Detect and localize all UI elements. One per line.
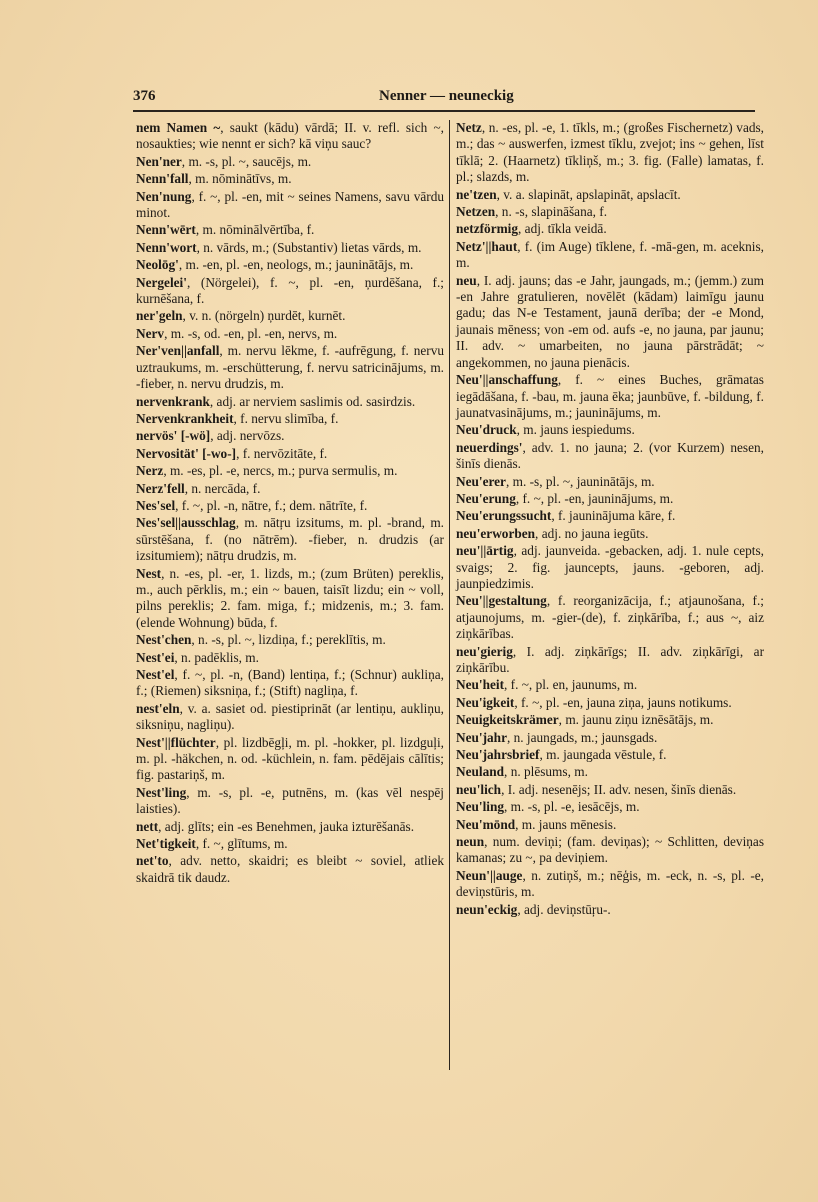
dictionary-entry: Neu'druck, m. jauns iespiedums. [456, 422, 635, 438]
dictionary-entry: Netz, n. -es, pl. -e, 1. tīkls, m.; (großes Fischernetz) vads, m.; das ~ auswerfen, izmest tīklu, zvejot; ins ~ gehen, līst tīklā; 2. (Haarnetz) tīkliņš, m.; 3. fig. (Falle) lamatas, f. pl.; slazds, m. [456, 120, 764, 185]
dictionary-entry: neuerdings', adv. 1. no jauna; 2. (vor Kurzem) nesen, šinīs dienās. [456, 439, 764, 472]
dictionary-entry: Nervosität' [-wo-], f. nervōzitāte, f. [136, 445, 328, 461]
dictionary-entry: neu'||ārtig, adj. jaunveida. -gebacken, adj. 1. nule cepts, svaigs; 2. fig. jauncepts, jauns. -geboren, adj. jaunpiedzimis. [456, 543, 764, 591]
dictionary-entry: nett, adj. glīts; ein -es Benehmen, jauka izturēšanās. [136, 818, 415, 834]
dictionary-entry: Neu'jahr, n. jaungads, m.; jaunsgads. [456, 729, 658, 745]
dictionary-entry: Neu'erungssucht, f. jauninājuma kāre, f. [456, 508, 676, 524]
dictionary-entry: Neu'||gestaltung, f. reorganizācija, f.; atjaunošana, f.; atjaunojums, m. -gier-(de), f. ziņkārība, f.; aus ~, aiz ziņkārības. [456, 593, 764, 642]
dictionary-entry: Netzen, n. -s, slapināšana, f. [456, 204, 608, 220]
dictionary-column-left [136, 120, 444, 887]
dictionary-entry: nem Namen ~, saukt (kādu) vārdā; II. v. refl. sich ~, nosaukties; wie nennt er sich? kā viņu sauc? [136, 120, 444, 152]
dictionary-entry: neu'gierig, I. adj. ziņkārīgs; II. adv. ziņkārīgi, ar ziņkārību. [456, 643, 764, 675]
page-number: 376 [133, 88, 156, 104]
dictionary-entry: nervös' [-wö], adj. nervōzs. [136, 428, 285, 444]
dictionary-entry: Neu'jahrsbrief, m. jaungada vēstule, f. [456, 747, 667, 763]
dictionary-entry: Nervenkrankheit, f. nervu slimība, f. [136, 410, 339, 426]
dictionary-entry: neu, I. adj. jauns; das -e Jahr, jaungads, m.; (jemm.) zum -en Jahre gratulieren, novēlēt (kādam) laimīgu jaunu gadu; das N-e Testament, jaunā derība; der -e Mond, jaunais mēness; von -em od. aufs -e, no jauna, par jaunu; II. adv. ~ umarbeiten, no jauna pārstrādāt; ~ angekommen, no jauna pienācis. [456, 272, 764, 370]
dictionary-entry: netzförmig, adj. tīkla veidā. [456, 221, 607, 237]
dictionary-entry: Nerz'fell, n. nercāda, f. [136, 480, 261, 496]
dictionary-entry: Nes'sel, f. ~, pl. -n, nātre, f.; dem. nātrīte, f. [136, 497, 368, 513]
dictionary-entry: Neu'heit, f. ~, pl. en, jaunums, m. [456, 677, 638, 693]
dictionary-entry: Nest'ei, n. padēklis, m. [136, 649, 259, 665]
dictionary-entry: Neu'igkeit, f. ~, pl. -en, jauna ziņa, jauns notikums. [456, 694, 732, 710]
dictionary-entry: Nest'||flüchter, pl. lizdbēgļi, m. pl. -hokker, pl. lizdguļi, m. pl. -häkchen, n. od. -küchlein, n. fam. pēdējais cālītis; fig. pastariņš, m. [136, 734, 444, 783]
dictionary-entry: neu'lich, I. adj. nesenējs; II. adv. nesen, šinīs dienās. [456, 781, 737, 797]
dictionary-entry: Net'tigkeit, f. ~, glītums, m. [136, 836, 288, 852]
dictionary-entry: Neolōg', m. -en, pl. -en, neologs, m.; jauninātājs, m. [136, 257, 414, 273]
dictionary-entry: Nenn'wort, n. vārds, m.; (Substantiv) lietas vārds, m. [136, 239, 422, 255]
dictionary-entry: Neu'erung, f. ~, pl. -en, jauninājums, m. [456, 490, 674, 506]
dictionary-entry: nervenkrank, adj. ar nerviem saslimis od. sasirdzis. [136, 393, 416, 409]
dictionary-entry: Ner'ven||anfall, m. nervu lēkme, f. -aufrēgung, f. nervu uztraukums, m. -erschütterung, f. nervu satricinājums, m. -fieber, n. nervu drudzis, m. [136, 343, 444, 392]
dictionary-entry: Neu'||anschaffung, f. ~ eines Buches, grāmatas iegādāšana, f. -bau, m. jauna ēka; jaunbūve, f. -bildung, f. jaunatvasinājums, m.; jauninājums, m. [456, 372, 764, 420]
dictionary-entry: Neun'||auge, n. zutiņš, m.; nēģis, m. -eck, n. -s, pl. -e, deviņstūris, m. [456, 867, 764, 900]
dictionary-entry: Nest'ling, m. -s, pl. -e, putnēns, m. (kas vēl nespēj laisties). [136, 784, 444, 817]
running-head: Nenner — neuneckig [379, 88, 514, 104]
dictionary-entry: Nen'nung, f. ~, pl. -en, mit ~ seines Namens, savu vārdu minot. [136, 188, 444, 221]
page-header [133, 88, 755, 110]
dictionary-entry: Neu'mōnd, m. jauns mēnesis. [456, 816, 617, 832]
dictionary-entry: Neuigkeitskrämer, m. jaunu ziņu iznēsātājs, m. [456, 712, 714, 728]
dictionary-entry: Nes'sel||ausschlag, m. nātŗu izsitums, m. pl. -brand, m. sūrstēšana, f. (no nātrēm). -fieber, n. drudzis (ar izsitumiem); nātŗu drudzis, m. [136, 515, 444, 564]
dictionary-entry: neun'eckig, adj. deviņstūŗu-. [456, 901, 611, 917]
dictionary-entry: Netz'||haut, f. (im Auge) tīklene, f. -mā-gen, m. aceknis, m. [456, 238, 764, 271]
dictionary-entry: Nest'el, f. ~, pl. -n, (Band) lentiņa, f.; (Schnur) aukliņa, f.; (Riemen) siksniņa, f.; (Stift) nagliņa, f. [136, 667, 444, 699]
dictionary-entry: neun, num. deviņi; (fam. deviņas); ~ Schlitten, deviņas kamanas; zu ~, pa deviņiem. [456, 834, 764, 866]
dictionary-entry: Nergelei', (Nörgelei), f. ~, pl. -en, ņurdēšana, f.; kurnēšana, f. [136, 274, 444, 307]
dictionary-entry: Neu'erer, m. -s, pl. ~, jauninātājs, m. [456, 473, 655, 489]
dictionary-entry: Neu'ling, m. -s, pl. -e, iesācējs, m. [456, 799, 640, 815]
dictionary-entry: Nest, n. -es, pl. -er, 1. lizds, m.; (zum Brüten) pereklis, m., auch pērklis, m.; ein ~ bauen, taisīt lizdu; ein ~ voll, pilns pereklis; 2. fam. miga, f.; midzenis, m.; 3. fam. (elende Wohnung) būda, f. [136, 565, 444, 630]
header-rule [133, 110, 755, 112]
dictionary-column-right [456, 120, 764, 919]
dictionary-entry: Nenn'fall, m. nōminātīvs, m. [136, 171, 292, 187]
dictionary-entry: Nen'ner, m. -s, pl. ~, saucējs, m. [136, 153, 312, 169]
dictionary-entry: neu'erworben, adj. no jauna iegūts. [456, 525, 649, 541]
dictionary-entry: Nerv, m. -s, od. -en, pl. -en, nervs, m. [136, 325, 338, 341]
dictionary-entry: Nerz, m. -es, pl. -e, nercs, m.; purva sermulis, m. [136, 463, 398, 479]
column-divider [449, 120, 450, 1070]
dictionary-entry: ner'geln, v. n. (nörgeln) ņurdēt, kurnēt. [136, 308, 346, 324]
dictionary-entry: ne'tzen, v. a. slapināt, apslapināt, apslacīt. [456, 186, 681, 202]
dictionary-entry: net'to, adv. netto, skaidri; es bleibt ~ soviel, atliek skaidrā tik daudz. [136, 853, 444, 885]
dictionary-entry: Neuland, n. plēsums, m. [456, 764, 588, 780]
dictionary-entry: Nenn'wērt, m. nōminālvērtība, f. [136, 222, 315, 238]
dictionary-entry: Nest'chen, n. -s, pl. ~, lizdiņa, f.; pereklītis, m. [136, 632, 386, 648]
dictionary-entry: nest'eln, v. a. sasiet od. piestiprināt (ar lentiņu, aukliņu, siksniņu, nagliņu). [136, 700, 444, 733]
